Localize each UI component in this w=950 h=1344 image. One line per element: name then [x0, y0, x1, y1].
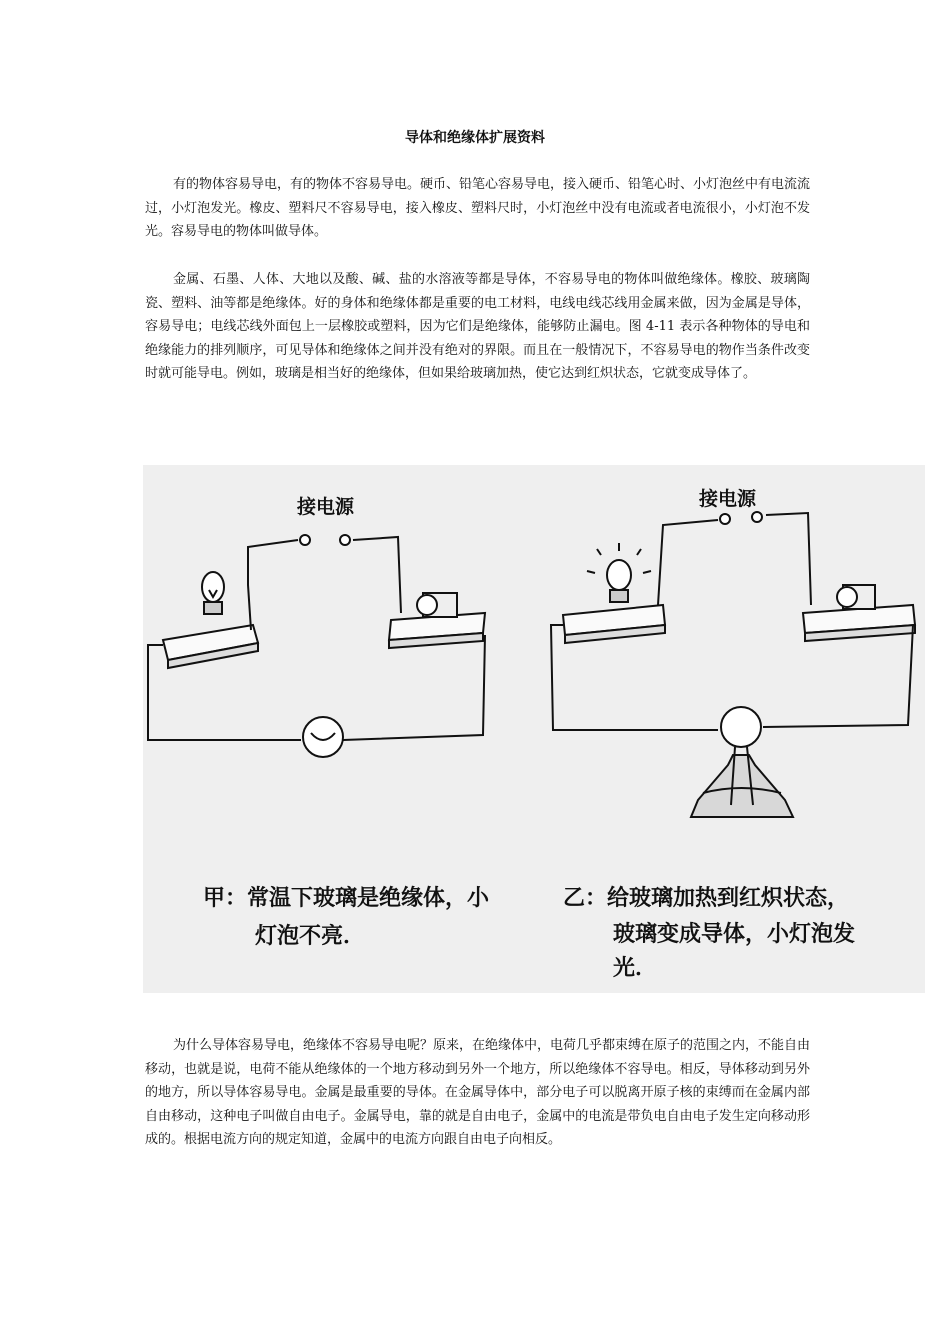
left-bulb-icon: [202, 572, 224, 614]
circuit-diagram: [143, 465, 925, 993]
paragraph-3: 为什么导体容易导电，绝缘体不容易导电呢？原来，在绝缘体中，电荷几乎都束缚在原子的范围之内，不能自由移动，也就是说，电荷不能从绝缘体的一个地方移动到另外一个地方，所以绝缘体不容导电。相反，导体移动到另外的地方，所以导体容易导电。金属是最重要的导体。在金属导体中，部分电子可以脱离开原子核的束缚而在金属内部自由移动，这种电子叫做自由电子。金属导电，靠的就是自由电子，金属中的电流是带负电自由电子发生定向移动形成的。根据电流方向的规定知道，金属中的电流方向跟自由电子向相反。: [145, 1038, 811, 1147]
caption-left-line1: 甲：常温下玻璃是绝缘体，小: [203, 886, 490, 911]
circuit-figure: [143, 465, 925, 993]
left-bulb-board: [163, 625, 258, 668]
right-switch-board: [803, 585, 915, 641]
paragraph-1: 有的物体容易导电，有的物体不容易导电。硬币、铅笔心容易导电，接入硬币、铅笔心时、小灯泡丝中有电流流过，小灯泡发光。橡皮、塑料尺不容易导电，接入橡皮、塑料尺时，小灯泡丝中没有电流或者电流很小，小灯泡不发光。容易导电的物体叫做导体。: [145, 177, 811, 239]
right-bulb-icon: [587, 543, 651, 602]
heated-glass-flask-icon: [691, 747, 793, 817]
left-switch-board: [389, 593, 485, 648]
right-power-label: 接电源: [699, 488, 757, 510]
caption-right-line2: 玻璃变成导体，小灯泡发: [613, 922, 856, 947]
left-power-label: 接电源: [297, 496, 355, 518]
right-bulb-board: [563, 605, 665, 643]
paragraph-2: 金属、石墨、人体、大地以及酸、碱、盐的水溶液等都是导体，不容易导电的物体叫做绝缘体。橡胶、玻璃陶瓷、塑料、油等都是绝缘体。好的身体和绝缘体都是重要的电工材料，电线电线芯线用金属来做，因为金属是导体，容易导电；电线芯线外面包上一层橡胶或塑料，因为它们是绝缘体，能够防止漏电。图 4-11 表示各种物体的导电和绝缘能力的排列顺序，可见导体和绝缘体之间并没有绝对的界限。而且在一般情况下，不容易导电的物作当条件改变时就可能导电。例如，玻璃是相当好的绝缘体，但如果给玻璃加热，使它达到红炽状态，它就变成导体了。: [145, 272, 810, 381]
caption-left-line2: 灯泡不亮．: [255, 924, 366, 949]
caption-right-line3: 光．: [613, 956, 658, 981]
caption-right-line1: 乙：给玻璃加热到红炽状态，: [563, 886, 850, 911]
document-title: 导体和绝缘体扩展资料: [405, 130, 545, 146]
